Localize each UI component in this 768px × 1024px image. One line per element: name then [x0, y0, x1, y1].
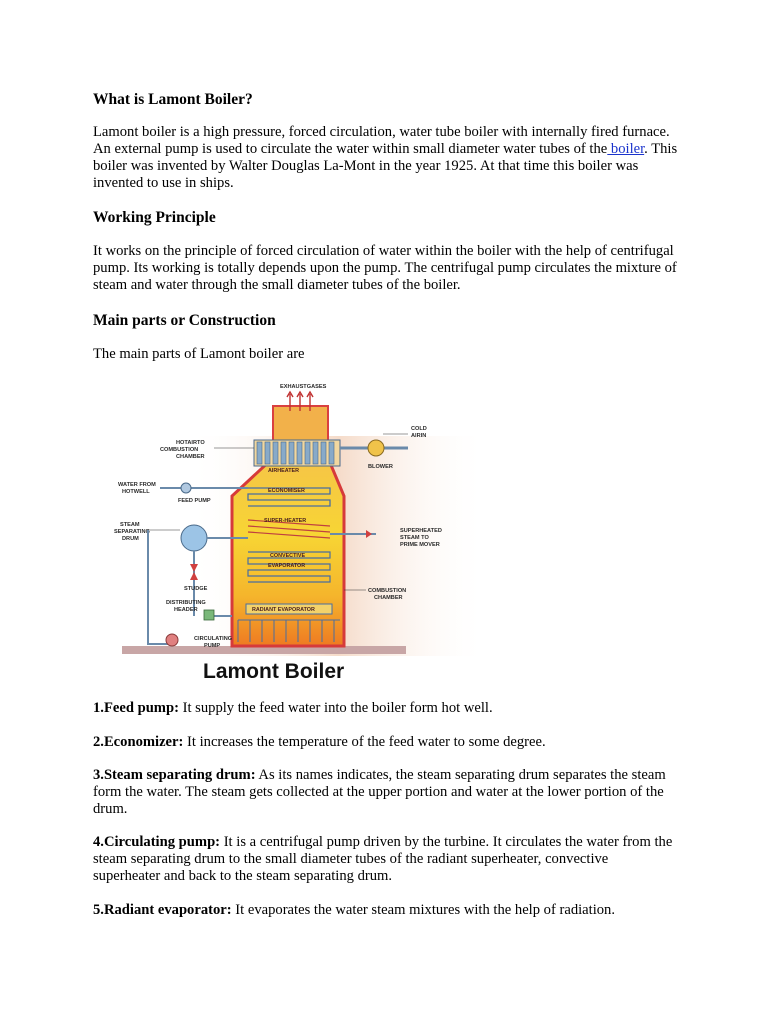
label-circ-pump-1: CIRCULATING: [194, 636, 233, 642]
label-cold-air-1: COLD: [411, 426, 427, 432]
label-convective-1: CONVECTIVE: [270, 553, 306, 559]
label-combustion-1: COMBUSTION: [368, 588, 407, 594]
para-parts-intro: The main parts of Lamont boiler are: [93, 346, 305, 362]
steam-drum: [181, 525, 207, 551]
list-item-1: [93, 700, 678, 717]
list-item-1-term: 1.Feed pump:: [93, 700, 179, 716]
label-superheated-2: STEAM TO: [400, 535, 429, 541]
label-superheated-3: PRIME MOVER: [400, 542, 440, 548]
label-superheated-1: SUPERHEATED: [400, 528, 442, 534]
label-water-from-1: WATER FROM: [118, 482, 156, 488]
label-water-from-2: HOTWELL: [122, 489, 150, 495]
list-item-2: [93, 734, 678, 751]
label-super-heater: SUPER-HEATER: [264, 518, 307, 524]
distributing-header: [204, 610, 214, 620]
list-item-5: [93, 902, 678, 919]
label-economiser: ECONOMISER: [268, 488, 305, 494]
label-combustion-2: CHAMBER: [374, 595, 403, 601]
list-item-4-desc: It is a centrifugal pump driven by the turbine. It circulates the water from the steam separating drum to the small diameter tubes of the radiant superheater, convective superheater and back to the steam separating drum.: [93, 834, 673, 884]
list-item-2-term: 2.Economizer:: [93, 734, 184, 750]
list-item-3: [93, 767, 678, 818]
list-item-2-desc: It increases the temperature of the feed water to some degree.: [183, 734, 546, 750]
list-item-3-desc: As its names indicates, the steam separating drum separates the steam form the water. The steam gets collected at the upper portion and water at the lower portion of the drum.: [93, 767, 666, 817]
label-cold-air-2: AIRIN: [411, 433, 427, 439]
label-blower: BLOWER: [368, 464, 393, 470]
para-working-principle: It works on the principle of forced circulation of water within the boiler with the help of centrifugal pump. Its working is totally depends upon the pump. The centrifugal pump circulates the mixture of steam and water through the small diameter tubes of the boiler.: [93, 243, 677, 293]
label-circ-pump-2: PUMP: [204, 643, 221, 649]
boiler-link[interactable]: boiler: [607, 141, 645, 157]
label-exhaust: EXHAUSTGASES: [280, 384, 327, 390]
label-steam-drum-3: DRUM: [122, 536, 139, 542]
list-item-4: [93, 834, 678, 885]
label-air-heater: AIRHEATER: [268, 468, 300, 474]
lamont-boiler-diagram: [108, 376, 508, 686]
label-feed-pump: FEED PUMP: [178, 498, 211, 504]
label-dist-header-2: HEADER: [174, 607, 198, 613]
list-item-3-term: 3.Steam separating drum:: [93, 767, 256, 783]
blower-fan: [368, 440, 384, 456]
label-sludge: STUDGE: [184, 586, 208, 592]
figure-caption: Lamont Boiler: [203, 660, 345, 683]
label-hot-air-1: HOTAIRTO: [176, 440, 205, 446]
label-steam-drum-1: STEAM: [120, 522, 140, 528]
circulating-pump: [166, 634, 178, 646]
heading-what-is: What is Lamont Boiler?: [93, 91, 253, 108]
list-item-1-desc: It supply the feed water into the boiler form hot well.: [178, 700, 493, 716]
label-convective-2: EVAPORATOR: [268, 563, 306, 569]
list-item-5-term: 5.Radiant evaporator:: [93, 902, 232, 918]
para-what-is: [93, 124, 678, 192]
feed-pump: [181, 483, 191, 493]
list-item-4-term: 4.Circulating pump:: [93, 834, 221, 850]
label-radiant: RADIANT EVAPORATOR: [252, 607, 315, 613]
para-what-is-text-1: Lamont boiler is a high pressure, forced circulation, water tube boiler with internally fired furnace. An external pump is used to circulate the water within small diameter water tubes of the: [93, 124, 670, 157]
heading-main-parts: Main parts or Construction: [93, 312, 276, 329]
list-item-5-desc: It evaporates the water steam mixtures with the help of radiation.: [231, 902, 616, 918]
label-hot-air-2: COMBUSTION: [160, 447, 199, 453]
label-dist-header-1: DISTRIBUTING: [166, 600, 206, 606]
heading-working-principle: Working Principle: [93, 209, 216, 226]
label-hot-air-3: CHAMBER: [176, 454, 205, 460]
diagram-svg: [108, 376, 508, 686]
label-steam-drum-2: SEPARATING: [114, 529, 150, 535]
para-what-is-text-2: . This boiler was invented by Walter Douglas La-Mont in the year 1925. At that time this boiler was invented to use in ships.: [93, 141, 678, 191]
